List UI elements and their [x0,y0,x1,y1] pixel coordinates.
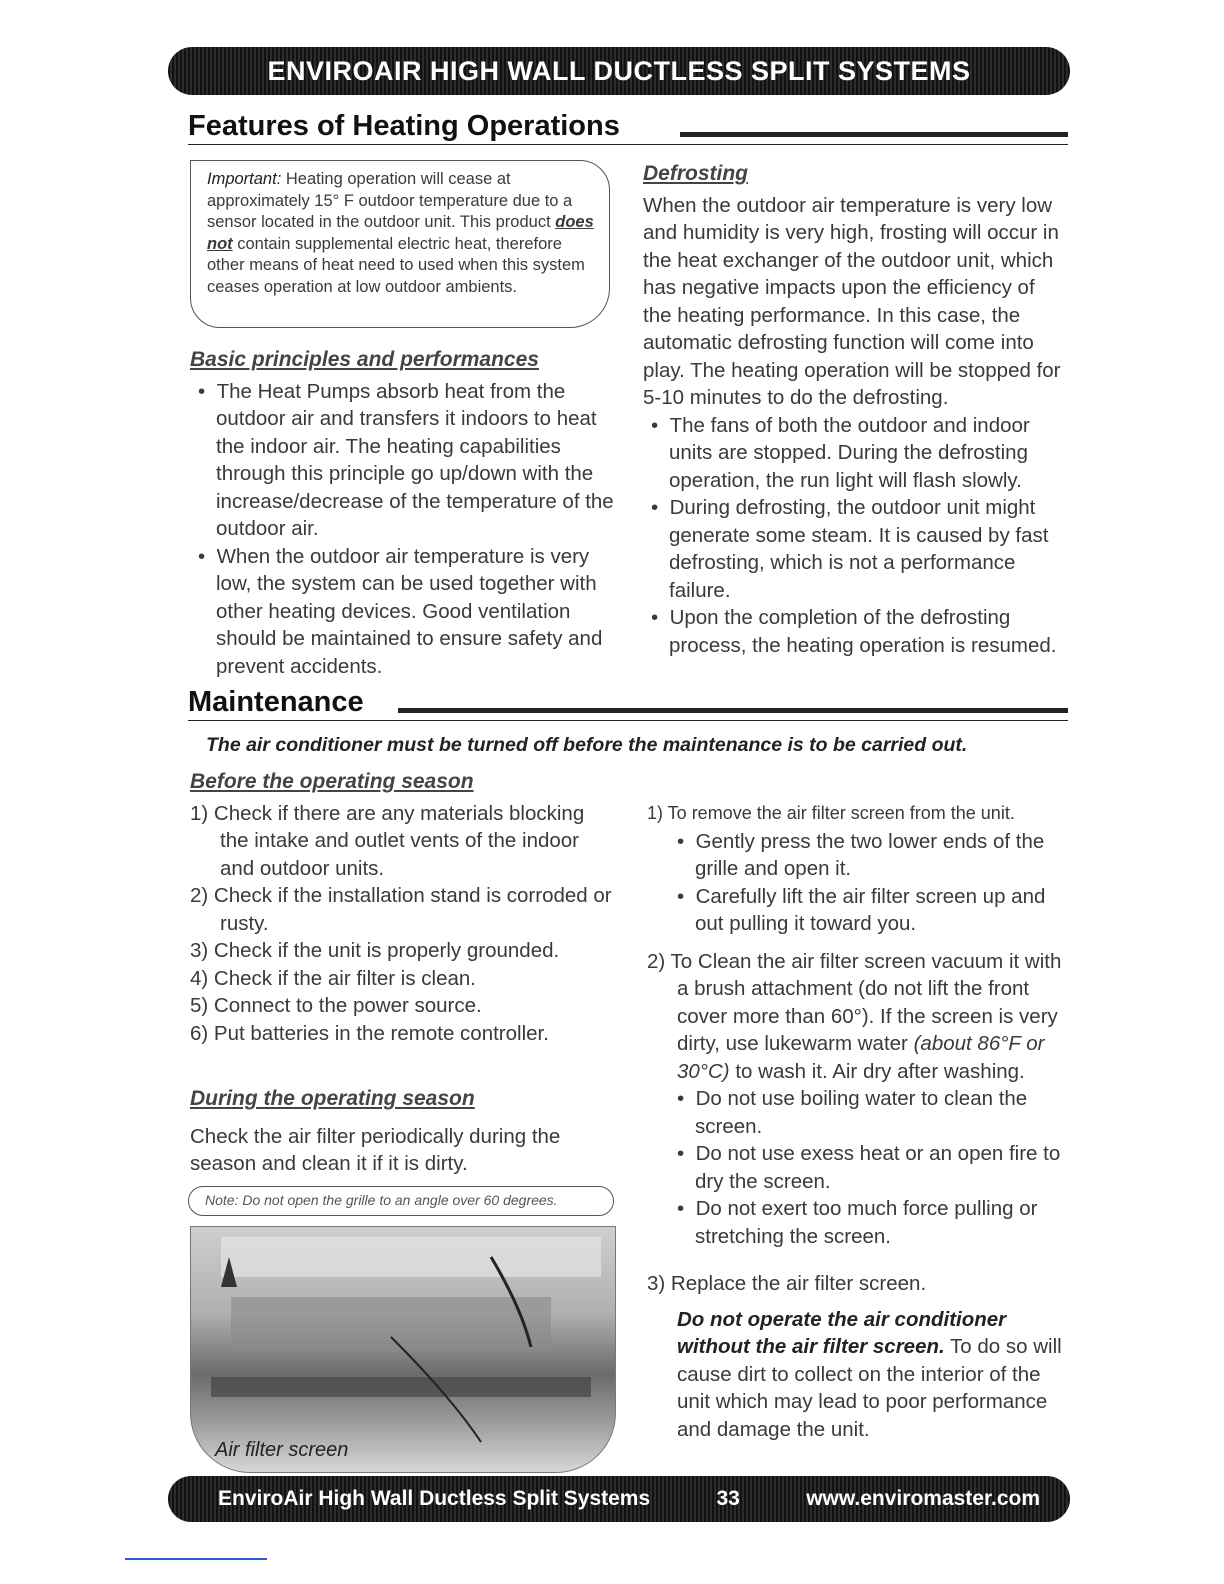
step-2: 2) To Clean the air filter screen vacuum it with a brush attachment (do not lift the front cover more than 60°). If the screen is very dirty, use lukewarm water (about 86°F or 30°C) to wash it. Air dry after washing. [647,949,1062,1083]
maintenance-warning: The air conditioner must be turned off before the maintenance is to be carried out. [206,734,968,756]
checklist-item: 4) Check if the air filter is clean. [190,966,476,990]
heating-title-rule [680,132,1068,137]
heating-section-title: Features of Heating Operations [188,110,620,142]
step-1-bullet: • Gently press the two lower ends of the grille and open it. [677,829,1045,880]
checklist-item: 2) Check if the installation stand is corroded or rusty. [190,884,612,935]
basic-principles-column [190,346,614,680]
step-3-warning: Do not operate the air conditioner without the air filter screen. To do so will cause dirt to collect on the interior of the unit which may lead to poor performance and damage the unit. [677,1307,1062,1441]
filter-steps-column [647,800,1067,1443]
defrosting-column [643,160,1067,659]
blue-underline [125,1558,267,1560]
during-season-text: Check the air filter periodically during the season and clean it if it is dirty. [190,1124,561,1175]
defrost-bullet: • During defrosting, the outdoor unit might generate some steam. It is caused by fast defrosting, which is not a performance failure. [651,496,1049,602]
footer-banner [168,1476,1070,1522]
defrost-bullet: • The fans of both the outdoor and indoor units are stopped. During the defrosting operation, the run light will flash slowly. [651,413,1030,492]
maintenance-divider [188,720,1068,721]
defrosting-heading: Defrosting [643,162,748,185]
important-box [190,160,610,328]
step-2-bullet: • Do not use exess heat or an open fire to dry the screen. [677,1142,1061,1193]
heating-divider [188,144,1068,145]
footer-title: EnviroAir High Wall Ductless Split Systems [218,1487,651,1510]
step-3: 3) Replace the air filter screen. [647,1272,927,1295]
defrosting-paragraph: When the outdoor air temperature is very low and humidity is very high, frosting will occur in the heat exchanger of the outdoor unit, which has negative impacts upon the efficiency of the heating performance. In this case, the automatic defrosting function will come into play. The heating operation will be stopped for 5-10 minutes to do the defrosting. [643,193,1061,409]
before-season-heading: Before the operating season [190,770,474,793]
maintenance-title-rule [398,708,1068,713]
basic-principles-heading: Basic principles and performances [190,348,539,371]
step-2-bullet: • Do not use boiling water to clean the screen. [677,1087,1028,1138]
important-label: Important: [207,170,282,188]
checklist-item: 6) Put batteries in the remote controller. [190,1021,549,1045]
step-2-bullet: • Do not exert too much force pulling or stretching the screen. [677,1197,1038,1248]
header-banner-text: ENVIROAIR HIGH WALL DUCTLESS SPLIT SYSTEMS [267,55,971,86]
step-1: 1) To remove the air filter screen from the unit. [647,803,1015,823]
checklist-item: 5) Connect to the power source. [190,994,482,1017]
basic-bullet: • The Heat Pumps absorb heat from the outdoor air and transfers it indoors to heat the indoor air. The heating capabilities through this principle go up/down with the increase/decrease of the temperature of the outdoor air. [198,379,614,540]
checklist-item: 1) Check if there are any materials blocking the intake and outlet vents of the indoor and outdoor units. [190,801,585,880]
air-filter-photo [190,1226,616,1473]
note-box: Note: Do not open the grille to an angle over 60 degrees. [188,1186,614,1216]
during-season-heading: During the operating season [190,1087,475,1110]
before-season-column [190,768,616,1178]
checklist-item: 3) Check if the unit is properly grounded. [190,939,560,962]
page-number: 33 [716,1487,740,1510]
header-banner [168,47,1070,95]
maintenance-section-title: Maintenance [188,686,364,718]
important-emphasis: does not [207,213,594,253]
step-1-bullet: • Carefully lift the air filter screen up and out pulling it toward you. [677,884,1046,935]
footer-url[interactable]: www.enviromaster.com [806,1487,1040,1510]
important-text: Heating operation will cease at approximately 15° F outdoor temperature due to a sensor located in the outdoor unit. This product [207,170,573,231]
air-conditioner-illustration [191,1227,615,1472]
important-text-2: contain supplemental electric heat, therefore other means of heat need to used when this system ceases operation at low outdoor ambients. [207,234,585,296]
defrost-bullet: • Upon the completion of the defrosting process, the heating operation is resumed. [651,606,1057,657]
photo-label: Air filter screen [215,1439,349,1461]
basic-bullet: • When the outdoor air temperature is very low, the system can be used together with other heating devices. Good ventilation should be maintained to ensure safety and prevent accidents. [198,544,603,678]
